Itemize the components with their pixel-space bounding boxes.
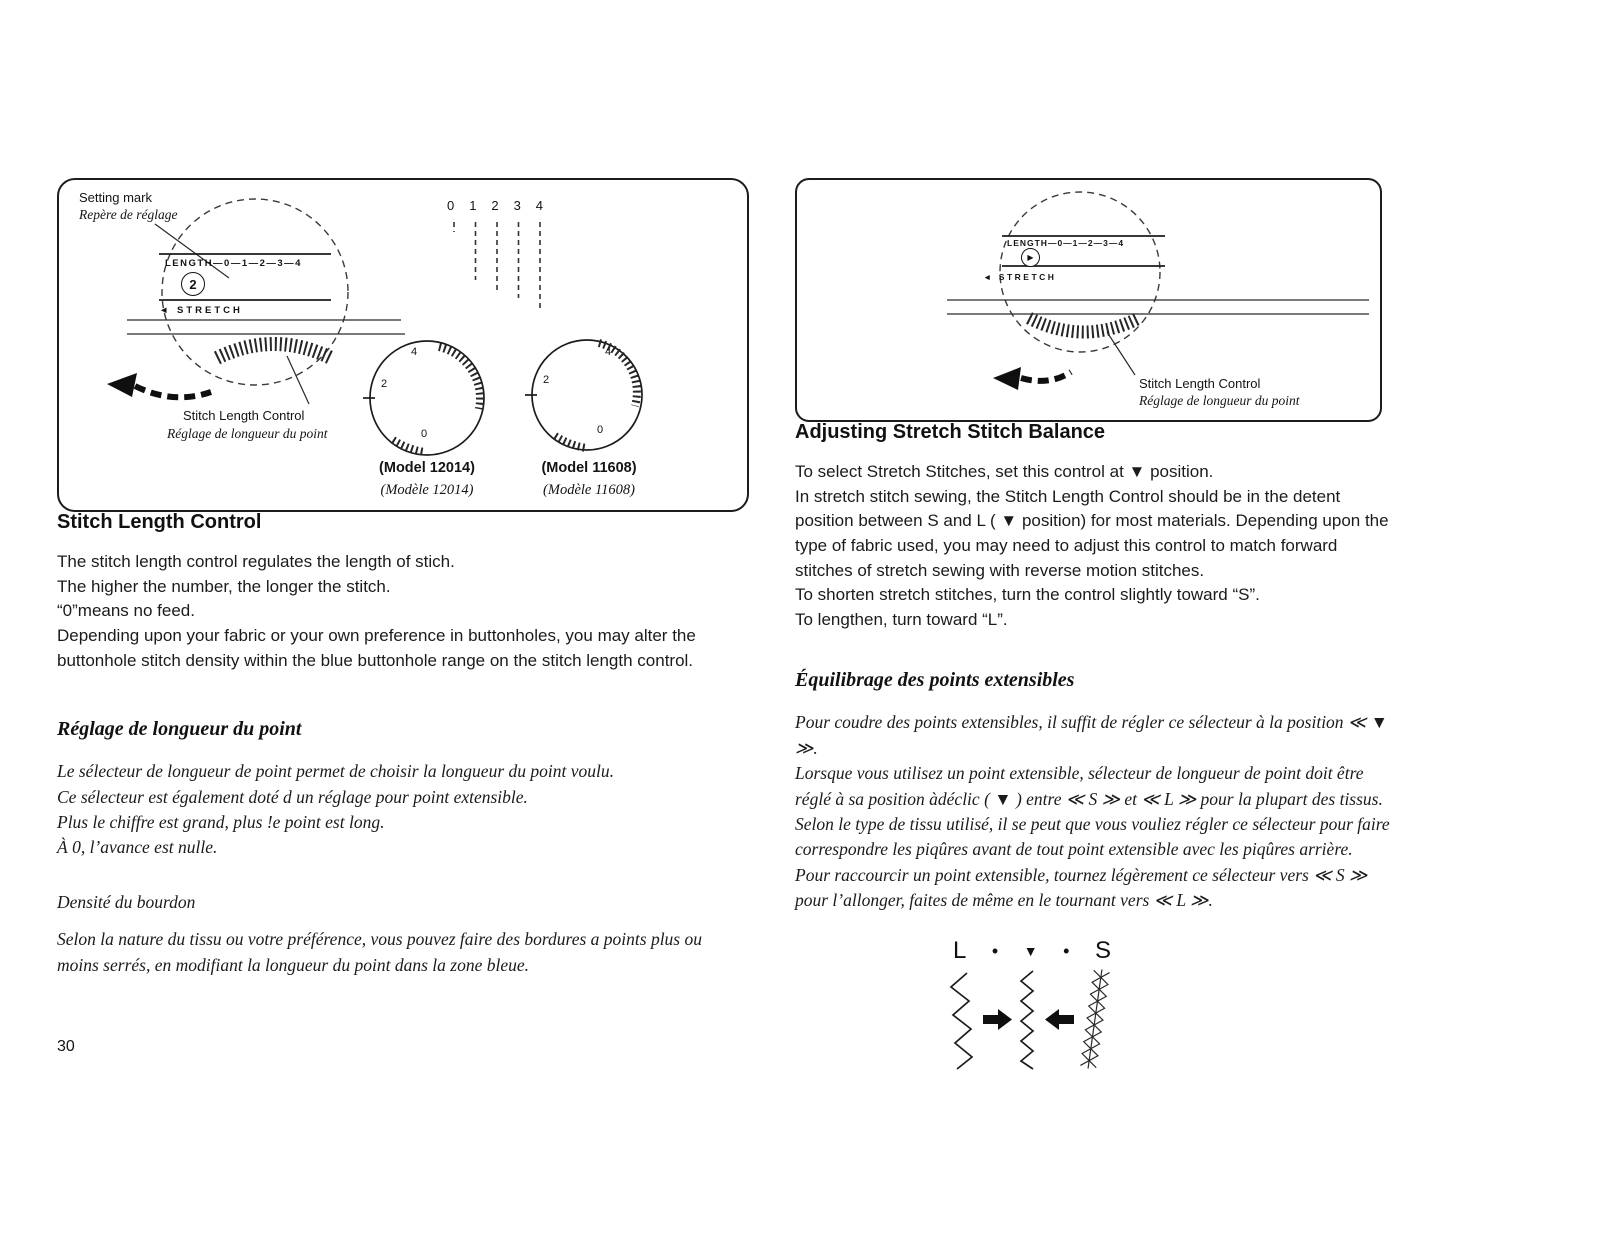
heading-adjusting-stretch: Adjusting Stretch Stitch Balance xyxy=(795,421,1106,443)
dial1-number: 0 xyxy=(421,428,428,440)
stretch-label: STRETCH xyxy=(177,305,243,316)
paragraph: The stitch length control regulates the length of stich. xyxy=(57,552,455,571)
scale-number: 1 xyxy=(469,198,477,213)
arrow-right-icon xyxy=(983,1009,1012,1030)
stretch-range-row xyxy=(159,305,243,316)
paragraph-fr: Pour coudre des points extensibles, il suffit de régler ce sélecteur à la position ≪ ▼ ≫. xyxy=(795,712,1388,758)
paragraph: To lengthen, turn toward “L”. xyxy=(795,609,1008,629)
stretch-range-row xyxy=(983,272,1056,282)
stretch-arrow-icon: ◄ xyxy=(159,305,172,316)
model-label-en: (Model 11608) xyxy=(541,460,637,476)
stretch-arrow-icon: ◄ xyxy=(983,272,994,282)
paragraph-fr: Plus le chiffre est grand, plus !e point est long. xyxy=(57,811,385,832)
model-label-en: (Model 12014) xyxy=(379,460,475,476)
paragraph-fr: Lorsque vous utilisez un point extensible, sélecteur de longueur de point doit être réglé à sa position àdéclic ( ▼ ) entre ≪ S ≫ et ≪ L ≫ pour la plupart des tissus. Selon le type de tissu utilisé, il se peut que vous vouliez régler ce sélecteur pour faire correspondre les piqûres avant de tout point extensible avec les piqûres arrière. xyxy=(795,763,1390,860)
left-text xyxy=(57,510,747,978)
stitch-samples-art xyxy=(945,969,1145,1084)
dial-model-11608 xyxy=(525,340,642,450)
stretch-balance-diagram xyxy=(797,180,1380,420)
setting-mark-leader-line xyxy=(155,224,229,278)
heading-equilibrage: Équilibrage des points extensibles xyxy=(795,669,1075,692)
left-column xyxy=(57,0,747,1244)
heading-reglage-longueur: Réglage de longueur du point xyxy=(57,718,302,741)
loose-zigzag-stitch xyxy=(951,973,972,1069)
turn-direction-arrow xyxy=(107,373,211,397)
stretch-balance-figure xyxy=(795,178,1382,422)
panel-length-scale: LENGTH—0—1—2—3—4 xyxy=(165,258,302,269)
paragraph: “0”means no feed. xyxy=(57,601,195,621)
paragraph-fr: Pour raccourcir un point extensible, tournez légèrement ce sélecteur vers ≪ S ≫ pour l’allonger, faites de même en le tournant vers ≪ L ≫. xyxy=(795,864,1368,911)
control-label-fr: Réglage de longueur du point xyxy=(1139,393,1300,408)
enlarged-scale-numbers xyxy=(447,198,543,213)
balance-dot: • xyxy=(1063,940,1070,961)
paragraph-fr: Le sélecteur de longueur de point permet de choisir la longueur du point voulu. xyxy=(57,761,614,782)
control-label-en: Stitch Length Control xyxy=(1139,376,1261,391)
balance-dot: • xyxy=(991,940,999,961)
right-text xyxy=(795,420,1391,1084)
stitch-balance-chart xyxy=(945,937,1165,1084)
setting-mark-label-en: Setting mark xyxy=(79,190,152,205)
balance-letter-row xyxy=(953,937,1111,965)
stitch-length-knob-hatch xyxy=(1029,318,1139,375)
dial2-number: 0 xyxy=(597,424,604,436)
dial2-number: 2 xyxy=(543,374,550,386)
scale-number: 3 xyxy=(513,198,521,213)
paragraph: In stretch stitch sewing, the Stitch Length Control should be in the detent position between S and L ( ▼ position) for most materials. Depending upon the type of fabric used, you may need to adjust this control to match forward stitches of stretch sewing with reverse motion stitches. xyxy=(795,486,1389,580)
arrow-left-icon xyxy=(1045,1009,1074,1030)
setting-mark-dial xyxy=(181,272,205,296)
subheading-densite-bourdon: Densité du bourdon xyxy=(57,891,196,912)
balance-label-L: L xyxy=(953,937,967,965)
panel-length-scale: LENGTH—0—1—2—3—4 xyxy=(1007,238,1125,248)
setting-mark-label-fr: Repère de réglage xyxy=(79,207,178,222)
paragraph: To shorten stretch stitches, turn the control slightly toward “S”. xyxy=(795,585,1260,605)
dial-value: 2 xyxy=(189,276,197,292)
dial1-number: 2 xyxy=(381,378,388,390)
turn-direction-arrow xyxy=(993,367,1071,390)
stretch-label: STRETCH xyxy=(998,272,1057,282)
tight-overcast-stitch xyxy=(1080,969,1110,1070)
control-label-fr: Réglage de longueur du point xyxy=(167,426,328,441)
balanced-zigzag-stitch xyxy=(1021,971,1033,1069)
dial2-number: 4 xyxy=(605,346,612,358)
scale-number: 4 xyxy=(535,198,543,213)
page-number: 30 xyxy=(57,1038,75,1055)
control-label-en: Stitch Length Control xyxy=(183,408,305,423)
paragraph: To select Stretch Stitches, set this control at ▼ position. xyxy=(795,462,1214,481)
paragraph-fr: Ce sélecteur est également doté d un réglage pour point extensible. xyxy=(57,786,528,807)
scale-number: 0 xyxy=(447,198,455,213)
heading-stitch-length-control: Stitch Length Control xyxy=(57,511,262,533)
paragraph-fr: Selon la nature du tissu ou votre préférence, vous pouvez faire des bordures a points plus ou moins serrés, en modifiant la longueur du point dans la zone bleue. xyxy=(57,929,702,975)
dial-mark-icon: ▶ xyxy=(1027,253,1034,262)
paragraph-fr: À 0, l’avance est nulle. xyxy=(57,837,218,858)
paragraph: Depending upon your fabric or your own preference in buttonholes, you may alter the buttonhole stitch density within the blue buttonhole range on the stitch length control. xyxy=(57,625,696,670)
stitch-length-knob-hatch xyxy=(217,344,331,404)
enlarged-scale-dashes xyxy=(454,222,540,308)
dial1-number: 4 xyxy=(411,346,418,358)
right-column xyxy=(795,0,1391,1244)
stitch-length-figure xyxy=(57,178,749,512)
setting-mark-dial xyxy=(1021,248,1040,267)
paragraph: The higher the number, the longer the stitch. xyxy=(57,576,391,596)
model-label-fr: (Modèle 11608) xyxy=(543,482,635,498)
scale-number: 2 xyxy=(491,198,499,213)
model-label-fr: (Modèle 12014) xyxy=(380,482,474,498)
balance-detent-icon: ▼ xyxy=(1023,943,1038,960)
balance-label-S: S xyxy=(1094,937,1111,965)
